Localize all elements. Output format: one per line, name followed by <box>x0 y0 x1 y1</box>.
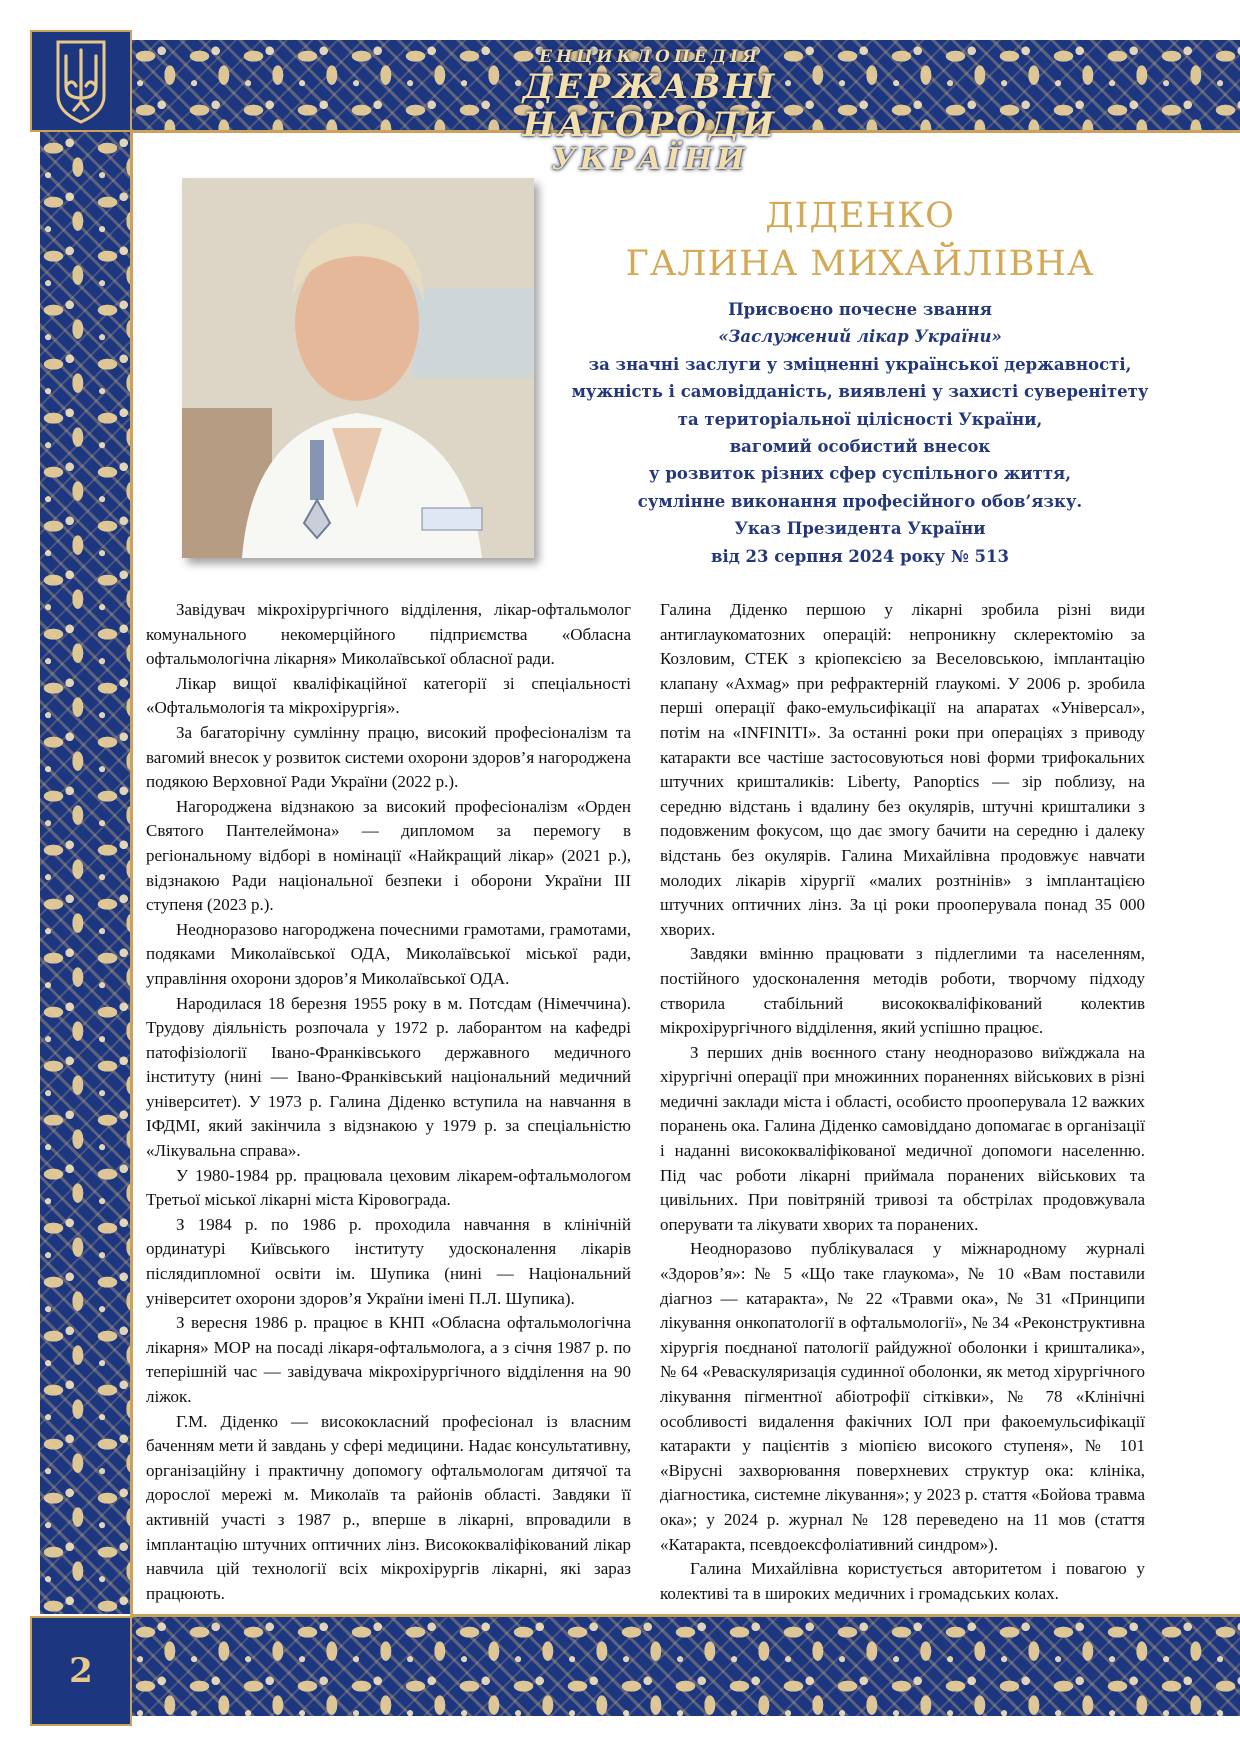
award-line: сумлінне виконання професійного обов’язку. <box>637 491 1083 511</box>
bottom-border-edge <box>132 1614 1240 1617</box>
left-border-edge <box>130 130 133 1618</box>
trident-icon <box>52 38 110 124</box>
paragraph: Народилася 18 березня 1955 року в м. Потсдам (Німеччина). Трудову діяльність розпочала у 1972 р. лаборантом на кафедрі патофізіології Івано-Франківського державного медичного інституту (нині — Івано-Франківський національний медичний університет). У 1973 р. Галина Діденко вступила на навчання в ІФДМІ, який закінчила з відзнакою у 1979 р. за спеціальністю «Лікувальна справа». <box>146 993 631 1161</box>
masthead-title: ДЕРЖАВНІ НАГОРОДИ <box>522 67 778 145</box>
page-number-box <box>30 1616 132 1726</box>
paragraph: З вересня 1986 р. працює в КНП «Обласна офтальмологічна лікарня» МОР на посаді лікаря-офтальмолога, а з січня 1987 р. по теперішній час — завідувача мікрохірургічного відділення на 90 ліжок. <box>146 1313 631 1406</box>
coat-of-arms-emblem <box>30 30 132 132</box>
paragraph: Нагороджена відзнакою за високий професіоналізм «Орден Святого Пантелеймона» — дипломом за перемогу в регіональному відборі в номінації «Найкращий лікар» (2021 р.), відзнакою Ради національної безпеки і оборони України ІІІ ступеня (2023 р.). <box>146 796 631 915</box>
award-statement <box>565 296 1155 570</box>
paragraph: Неодноразово публікувалася у міжнародному журналі «Здоров’я»: № 5 «Що таке глаукома», № 10 «Вам поставили діагноз — катаракта», № 22 «Травми ока», № 31 «Принципи лікування онкопатології в офтальмології», № 34 «Реконструктивна хірургія поєднаної патології райдужної оболонки і кришталика», № 64 «Реваскуляризація судинної оболонки, як метод хірургічного лікування пігментної абіотрофії сітківки», № 78 «Клінічні особливості видалення факічних ІОЛ при факоемульсифікації катаракти у пацієнтів з міопією високого ступеня», № 101 «Вірусні захворювання поверхневих структур ока: клініка, діагностика, системне лікування»; у 2023 р. стаття «Бойова травма ока»; у 2024 р. журнал № 128 переведено на 11 мов (стаття «Катаракта, псевдоексфоліативний синдром»). <box>660 1239 1145 1554</box>
masthead-subtitle: УКРАЇНИ <box>551 142 749 177</box>
masthead-encyclopedia: ЕНЦИКЛОПЕДІЯ <box>539 47 761 67</box>
paragraph: Завідувач мікрохірургічного відділення, лікар-офтальмолог комунального некомерційного підприємства «Обласна офтальмологічна лікарня» Миколаївської обласної ради. <box>146 600 631 669</box>
award-title: «Заслужений лікар України» <box>718 327 1002 347</box>
award-line: вагомий особистий внесок <box>729 437 991 457</box>
right-text-column <box>660 598 1145 1606</box>
paragraph: Галина Діденко першою у лікарні зробила різні види антиглаукоматозних операцій: непроникну склеректомію за Козловим, СТЕК з кріопексією за Веселовською, імплантацію клапану «Ахмаg» при рефрактерній глаукомі. У 2006 р. зробила перші операції фако-емульсифікації на апаратах «Універсал», потім на «INFINITI». За останні роки при операціях з приводу катаракти все частіше застосовуються нові форми трифокальних штучних кришталиків: Liberty, Panoptics — зір поблизу, на середню відстань і вдалину без окулярів, штучні кришталики з подовженим фокусом, що дає змогу бачити на середню і далеку відстань без окулярів. Галина Михайлівна продовжує навчати молодих лікарів хірургії «малих розтнінів» з імплантацією штучних оптичних лінз. За ці роки прооперувала понад 35 000 хворих. <box>660 600 1145 939</box>
paragraph: У 1980-1984 рр. працювала цеховим лікарем-офтальмологом Третьої міської лікарні міста Кіровограда. <box>146 1165 631 1210</box>
award-line: Присвоєно почесне звання <box>728 300 992 319</box>
award-line: та територіальної цілісності України, <box>677 409 1043 429</box>
given-names: ГАЛИНА МИХАЙЛІВНА <box>625 244 1095 284</box>
paragraph: Г.М. Діденко — висококласний професіонал із власним баченням мети й завдань у сфері медицини. Надає консультативну, організаційну і практичну допомогу офтальмологам дитячої та дорослої мережі м. Миколаїв та районів області. Завдяки її активній участі з 1987 р., вперше в лікарні, впровадили в імплантацію штучних оптичних лінз. Висококваліфікований лікар навчила цій технології всіх мікрохірургів лікарні, які зараз працюють. <box>146 1411 631 1603</box>
award-line: у розвиток різних сфер суспільного життя, <box>649 464 1071 484</box>
left-text-column <box>146 598 631 1606</box>
decree-line: Указ Президента України <box>734 519 986 539</box>
page-number: 2 <box>69 1651 93 1691</box>
paragraph: Неодноразово нагороджена почесними грамотами, грамотами, подяками Миколаївської ОДА, Миколаївської міської ради, управління охорони здоров’я Миколаївської ОДА. <box>146 919 631 988</box>
paragraph: Завдяки вмінню працювати з підлеглими та населенням, постійного удосконалення методів роботи, творчому підходу створила стабільний висококваліфікований колектив мікрохірургічного відділення, який успішно працює. <box>660 944 1145 1038</box>
surname: ДІДЕНКО <box>765 196 955 236</box>
bottom-ornament-border <box>132 1616 1240 1716</box>
person-name <box>600 192 1120 288</box>
paragraph: З 1984 р. по 1986 р. проходила навчання в клінічній ординатурі Київського інституту удосконалення лікарів післядипломної освіти ім. Шупика (нині — Національний університет охорони здоров’я України імені П.Л. Шупика). <box>146 1214 631 1308</box>
award-line: мужність і самовідданість, виявлені у захисті суверенітету <box>571 382 1149 402</box>
paragraph: Лікар вищої кваліфікаційної категорії зі спеціальності «Офтальмологія та мікрохірургія». <box>146 673 631 718</box>
portrait-photo <box>182 178 534 558</box>
paragraph: За багаторічну сумлінну працю, високий професіоналізм та вагомий внесок у розвиток системи охорони здоров’я нагороджена подякою Верховної Ради України (2022 р.). <box>146 722 631 792</box>
award-line: за значні заслуги у зміцненні української державності, <box>588 354 1132 374</box>
masthead <box>440 46 860 176</box>
left-ornament-border <box>40 132 132 1614</box>
paragraph: Галина Михайлівна користується авторитетом і повагою у колективі та в широких медичних і громадських колах. <box>660 1559 1145 1603</box>
decree-date: від 23 серпня 2024 року № 513 <box>711 546 1009 566</box>
paragraph: З перших днів воєнного стану неодноразово виїжджала на хірургічні операції при множинних пораненнях військових в різні медичні заклади міста і області, особисто прооперувала 12 важких поранень ока. Галина Діденко самовіддано допомагає в організації і наданні висококваліфікованої медичної допомоги населенню. Під час роботи лікарні приймала поранених військових та цивільних. При повітряній тривозі та обстрілах продовжувала оперувати та лікувати хворих та поранених. <box>660 1042 1145 1234</box>
